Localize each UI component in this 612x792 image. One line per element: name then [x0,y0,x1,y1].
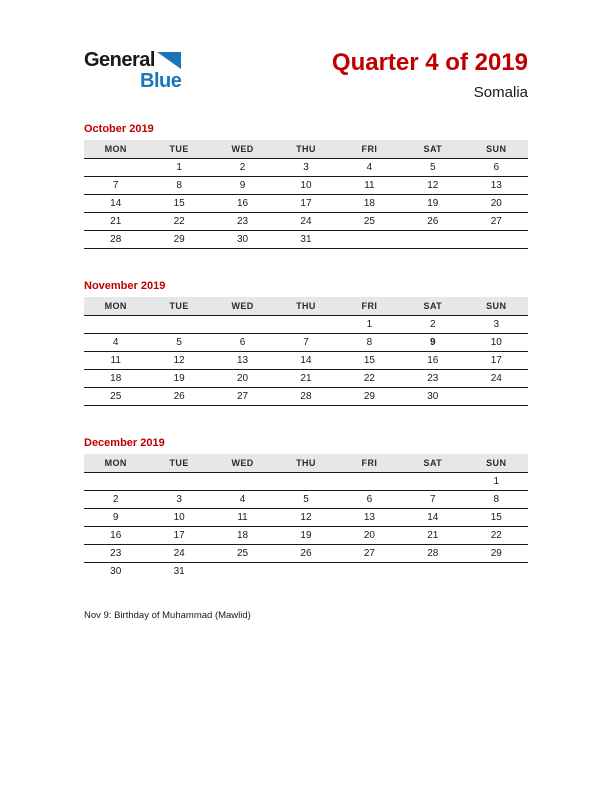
day-header: THU [274,140,337,159]
calendar-day-cell: 3 [147,491,210,509]
calendar-day-cell [211,563,274,581]
calendar-day-cell: 31 [274,231,337,249]
calendar-day-cell [84,159,147,177]
calendar-day-cell: 8 [338,334,401,352]
calendar-day-cell [274,316,337,334]
calendar-day-cell: 1 [465,473,528,491]
calendar-day-cell: 4 [84,334,147,352]
calendar-day-cell [338,563,401,581]
week-row [84,334,528,352]
calendar-day-cell [274,473,337,491]
calendar-day-cell [465,388,528,406]
day-header: THU [274,297,337,316]
calendar-day-cell: 2 [211,159,274,177]
week-row [84,195,528,213]
day-header: SAT [401,297,464,316]
calendar-day-cell: 30 [401,388,464,406]
calendar-day-cell: 14 [401,509,464,527]
week-row [84,316,528,334]
calendar-day-cell: 10 [274,177,337,195]
calendar-day-cell: 2 [84,491,147,509]
calendar-day-cell: 20 [465,195,528,213]
calendar-day-cell: 30 [211,231,274,249]
calendar-day-cell: 6 [338,491,401,509]
calendar-day-cell: 27 [338,545,401,563]
week-row [84,177,528,195]
day-header: TUE [147,454,210,473]
week-row [84,509,528,527]
calendar-day-cell: 22 [338,370,401,388]
day-header: SUN [465,297,528,316]
general-blue-logo [84,50,214,90]
calendar-day-cell [338,231,401,249]
calendar-day-cell: 14 [274,352,337,370]
calendar-day-cell: 15 [338,352,401,370]
calendar-day-cell: 15 [147,195,210,213]
calendar-day-cell: 18 [338,195,401,213]
calendar-day-cell: 11 [338,177,401,195]
month-block-october-2019 [84,122,528,249]
page-title: Quarter 4 of 2019 [331,49,528,76]
calendar-day-cell: 11 [84,352,147,370]
calendar-day-cell: 26 [147,388,210,406]
month-block-november-2019 [84,279,528,406]
day-header: SAT [401,140,464,159]
calendar-day-cell: 4 [211,491,274,509]
calendar-day-cell: 7 [401,491,464,509]
calendar-day-cell: 13 [211,352,274,370]
calendar-day-cell: 25 [338,213,401,231]
calendar-day-cell: 12 [147,352,210,370]
calendar-day-cell: 5 [401,159,464,177]
week-row [84,527,528,545]
calendar-day-cell: 18 [84,370,147,388]
calendar-day-cell: 10 [465,334,528,352]
calendar-day-cell: 9 [84,509,147,527]
month-title: October 2019 [84,123,154,135]
calendar-day-cell: 22 [465,527,528,545]
week-row [84,370,528,388]
week-row [84,563,528,581]
day-header: MON [84,140,147,159]
day-header: SUN [465,140,528,159]
calendar-day-cell [401,563,464,581]
calendar-day-cell: 4 [338,159,401,177]
calendar-day-cell: 19 [401,195,464,213]
calendar-day-cell: 25 [211,545,274,563]
calendar-day-cell [211,316,274,334]
day-header-row [84,297,528,316]
calendar-day-cell: 13 [465,177,528,195]
calendar-day-cell: 3 [274,159,337,177]
calendar-day-cell: 2 [401,316,464,334]
calendar-day-cell: 20 [211,370,274,388]
calendar-day-cell: 31 [173,566,185,577]
logo-text-general: General [84,49,155,71]
calendar-day-cell: 6 [211,334,274,352]
day-header: FRI [338,140,401,159]
calendar-day-cell: 26 [401,213,464,231]
title-block [332,48,528,104]
calendar-day-cell: 21 [274,370,337,388]
month-calendar-table [84,140,528,249]
calendar-day-cell: 16 [84,527,147,545]
calendar-day-cell [465,231,528,249]
calendar-day-cell-holiday: 9 [401,334,464,352]
week-row [84,491,528,509]
calendar-day-cell: 8 [147,177,210,195]
calendar-day-cell: 30 [110,566,122,577]
calendar-day-cell: 5 [147,334,210,352]
calendar-day-cell: 9 [211,177,274,195]
week-row [84,388,528,406]
calendar-day-cell: 16 [401,352,464,370]
calendar-day-cell: 24 [147,545,210,563]
day-header: TUE [147,140,210,159]
calendar-day-cell: 28 [84,231,147,249]
day-header-row [84,140,528,159]
calendar-day-cell: 12 [401,177,464,195]
calendar-day-cell [338,473,401,491]
calendar-day-cell [147,473,210,491]
day-header: WED [211,140,274,159]
calendar-day-cell: 13 [338,509,401,527]
calendar-day-cell: 29 [338,388,401,406]
week-row [84,213,528,231]
calendar-day-cell: 26 [274,545,337,563]
calendar-day-cell: 8 [465,491,528,509]
week-row [84,473,528,491]
calendar-day-cell [211,473,274,491]
logo-text-blue: Blue [140,70,182,92]
calendar-day-cell: 24 [274,213,337,231]
calendar-day-cell: 7 [274,334,337,352]
calendar-day-cell: 1 [147,159,210,177]
month-calendar-table [84,454,528,580]
calendar-day-cell: 29 [147,231,210,249]
calendar-day-cell: 20 [338,527,401,545]
day-header: SAT [401,454,464,473]
day-header: MON [84,297,147,316]
calendar-day-cell: 29 [465,545,528,563]
calendar-day-cell: 17 [465,352,528,370]
day-header: MON [84,454,147,473]
calendar-day-cell: 24 [465,370,528,388]
calendar-day-cell: 12 [274,509,337,527]
calendar-day-cell [401,473,464,491]
calendar-day-cell: 25 [84,388,147,406]
calendar-day-cell: 3 [465,316,528,334]
calendar-day-cell: 27 [211,388,274,406]
day-header: WED [211,454,274,473]
week-row [84,159,528,177]
calendar-day-cell [401,231,464,249]
holiday-footnote: Nov 9: Birthday of Muhammad (Mawlid) [84,610,251,621]
calendar-day-cell: 23 [211,213,274,231]
calendar-day-cell: 23 [84,545,147,563]
calendar-day-cell: 1 [338,316,401,334]
day-header: SUN [465,454,528,473]
calendar-day-cell [84,473,147,491]
week-row [84,545,528,563]
day-header: FRI [338,454,401,473]
month-title: November 2019 [84,280,166,292]
day-header: WED [211,297,274,316]
calendar-day-cell [84,316,147,334]
calendar-day-cell: 27 [465,213,528,231]
day-header-row [84,454,528,473]
day-header: THU [274,454,337,473]
calendar-day-cell: 6 [465,159,528,177]
calendar-day-cell: 21 [401,527,464,545]
calendar-day-cell [147,316,210,334]
calendar-day-cell: 19 [147,370,210,388]
day-header: TUE [147,297,210,316]
calendar-day-cell: 23 [401,370,464,388]
calendar-day-cell: 15 [465,509,528,527]
calendar-day-cell: 19 [274,527,337,545]
calendar-day-cell: 5 [274,491,337,509]
day-header: FRI [338,297,401,316]
calendar-day-cell: 17 [147,527,210,545]
calendar-day-cell [465,563,528,581]
calendar-day-cell: 11 [211,509,274,527]
page-subtitle: Somalia [473,84,528,101]
calendar-day-cell: 17 [274,195,337,213]
month-calendar-table [84,297,528,406]
calendar-day-cell: 28 [274,388,337,406]
calendar-day-cell: 14 [84,195,147,213]
months-container [84,122,528,621]
calendar-day-cell [274,563,337,581]
calendar-day-cell: 10 [147,509,210,527]
calendar-day-cell: 21 [84,213,147,231]
calendar-day-cell: 7 [84,177,147,195]
week-row [84,231,528,249]
week-row [84,352,528,370]
calendar-day-cell: 22 [147,213,210,231]
calendar-day-cell: 28 [401,545,464,563]
calendar-day-cell: 16 [211,195,274,213]
calendar-day-cell: 18 [211,527,274,545]
month-block-december-2019 [84,436,528,580]
month-title: December 2019 [84,437,165,449]
